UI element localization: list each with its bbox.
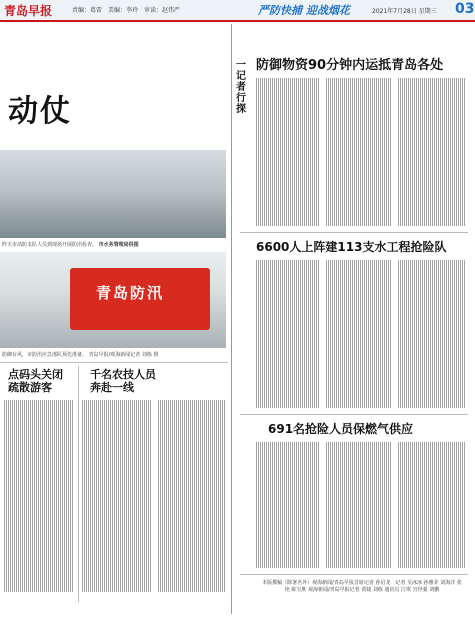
issue-date: 2021年7月28日 星期三 [372,8,437,15]
photo1-caption-text: 昨天市消防支队人员到现场开展防汛检查。 [2,242,98,248]
left-headline-fragment: 动仗 [8,94,72,129]
truck-sign: 青岛防汛 [96,284,165,302]
body-text-column [82,400,152,596]
divider [0,362,228,363]
body-text-column [158,400,226,596]
story2-headline: 6600人上阵建113支水工程抢险队 [256,240,447,254]
photo1-credit: 市水务管理局供图 [98,242,139,248]
story3-text-column [398,442,466,568]
story3-text-column [326,442,392,568]
page-fold-divider [231,24,232,614]
divider [240,574,468,575]
byline-footer: 本版撰稿（除署名外）观海新闻/青岛早报首席记者 孙启龙 记者 吴冰冰 孙雅菲 刘海洋 张艳 陈宝胜 观海新闻/青岛早报记者 贾婕 刘栋 通讯员 江琪 宫世强 刘鹏 [262,580,462,593]
newspaper-logo: 青岛早报 [4,4,53,18]
photo2-caption [2,351,226,358]
photo2-caption-text: 防御台风，市防汛应急部队预先准备。 [2,352,88,358]
photo-flood-inspection [0,150,226,238]
story1-text-column [256,78,320,228]
divider [240,232,468,233]
body-text-column [4,400,74,596]
story3-headline: 691名抢险人员保燃气供应 [268,422,414,436]
story1-text-column [398,78,466,228]
divider [240,414,468,415]
column-banner: 严防快捕 迎战烟花 [258,4,350,17]
section-headline-agri: 千名农技人员 奔赴一线 [90,368,156,394]
editor-info: 责编：葛雷 美编：李玲 审读：赵伟严 [72,7,181,14]
story1-headline: 防御物资90分钟内运抵青岛各处 [256,58,444,73]
photo1-caption [2,241,226,248]
sidebar-label: 一记者行探 [236,60,246,115]
story3-text-column [256,442,320,568]
column-divider [78,366,79,602]
section-headline-pier: 点码头关闭 疏散游客 [8,368,63,394]
page-number: 03 [455,1,475,17]
story2-text-column [326,260,392,410]
photo2-credit: 青岛早报/观海新闻记者 刘栋 摄 [88,352,159,358]
story2-text-column [256,260,320,410]
page-header [0,0,475,22]
story1-text-column [326,78,392,228]
story2-text-column [398,260,466,410]
